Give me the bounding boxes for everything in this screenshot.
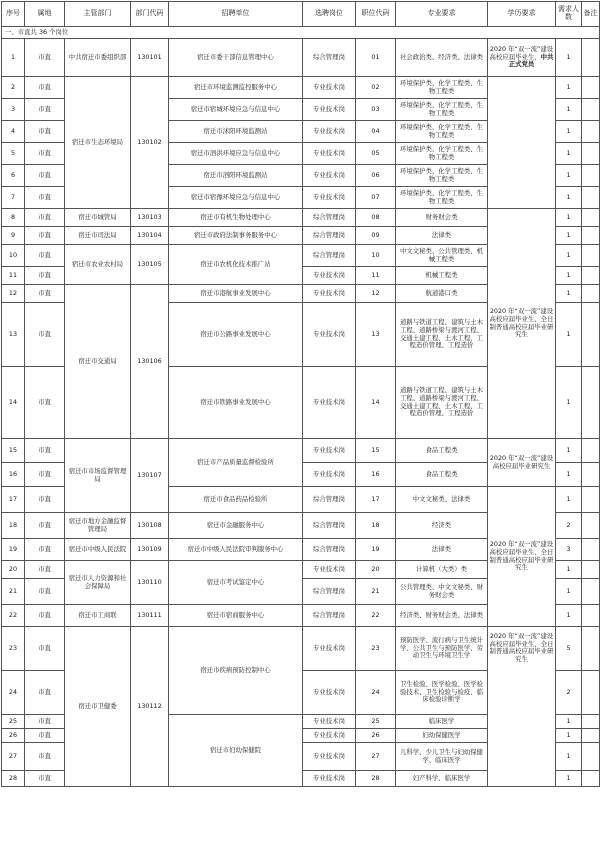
row-loc: 市直 [25,303,65,367]
post-cell: 综合管理岗 [303,39,356,77]
unit-cell: 宿迁市农机化技术推广站 [169,245,303,285]
job-code-cell: 11 [356,267,396,285]
num-cell: 1 [556,487,582,513]
post-cell: 综合管理岗 [303,513,356,539]
row-loc: 市直 [25,579,65,605]
row-loc: 市直 [25,671,65,715]
post-cell: 专业技术岗 [303,627,356,671]
row-loc: 市直 [25,439,65,463]
major-cell: 经济类、财务财会类、法律类 [396,605,488,627]
header-cell: 需求人数 [556,2,582,27]
note-cell [582,267,600,285]
post-cell: 综合管理岗 [303,209,356,227]
num-cell: 1 [556,165,582,187]
section-row [2,27,600,39]
dept-code-cell: 130101 [131,39,169,77]
post-cell: 专业技术岗 [303,99,356,121]
major-cell: 环境保护类、化学工程类、生物工程类 [396,77,488,99]
post-cell: 专业技术岗 [303,165,356,187]
edu-cell: 2020 年“双一流”建设高校应届毕业生、全日制普通高校应届毕业研究生 [488,487,556,627]
unit-cell: 宿迁市政府法制事务服务中心 [169,227,303,245]
dept-cell: 宿迁市农业农村局 [65,245,131,285]
dept-cell: 宿迁市中级人民法院 [65,539,131,561]
table-row [2,209,600,227]
row-no: 14 [2,367,25,439]
unit-cell: 宿迁市宿豫环境应急与信息中心 [169,187,303,209]
job-code-cell: 10 [356,245,396,267]
job-code-cell: 19 [356,539,396,561]
job-code-cell: 14 [356,367,396,439]
row-no: 3 [2,99,25,121]
note-cell [582,209,600,227]
major-cell: 道路与铁道工程、建筑与土木工程、道路桥梁与渡河工程、交通土建工程、土木工程、工程造价管理、工程造价 [396,367,488,439]
dept-code-cell: 130105 [131,245,169,285]
num-cell: 1 [556,715,582,729]
row-no: 22 [2,605,25,627]
header-cell: 选聘岗位 [303,2,356,27]
row-loc: 市直 [25,209,65,227]
job-code-cell: 24 [356,671,396,715]
note-cell [582,487,600,513]
unit-cell: 宿迁市宿商服务中心 [169,605,303,627]
row-no: 7 [2,187,25,209]
unit-cell: 宿迁市铁路事业发展中心 [169,367,303,439]
row-no: 10 [2,245,25,267]
major-cell: 儿科学、少儿卫生与妇幼保健学、临床医学 [396,743,488,771]
table-row [2,439,600,463]
unit-cell: 宿迁市产品质量监督检验所 [169,439,303,487]
row-loc: 市直 [25,367,65,439]
num-cell: 2 [556,671,582,715]
table-row [2,77,600,99]
post-cell: 专业技术岗 [303,121,356,143]
note-cell [582,227,600,245]
row-loc: 市直 [25,715,65,729]
dept-cell: 宿迁市地方金融监督管理局 [65,513,131,539]
row-no: 11 [2,267,25,285]
note-cell [582,743,600,771]
num-cell: 1 [556,367,582,439]
unit-cell: 宿迁市港航事业发展中心 [169,285,303,303]
row-no: 12 [2,285,25,303]
note-cell [582,187,600,209]
dept-cell: 宿迁市司法局 [65,227,131,245]
row-no: 13 [2,303,25,367]
major-cell: 计算机（大类）类 [396,561,488,579]
row-no: 23 [2,627,25,671]
row-loc: 市直 [25,539,65,561]
dept-cell: 宿迁市人力资源和社会保障局 [65,561,131,605]
header-cell: 专业要求 [396,2,488,27]
dept-cell: 宿迁市城管局 [65,209,131,227]
note-cell [582,77,600,99]
row-no: 5 [2,143,25,165]
post-cell: 专业技术岗 [303,729,356,743]
note-cell [582,729,600,743]
post-cell: 专业技术岗 [303,143,356,165]
row-no: 4 [2,121,25,143]
job-code-cell: 18 [356,513,396,539]
edu-cell: 2020 年“双一流”建设高校应届毕业研究生 [488,439,556,487]
row-loc: 市直 [25,729,65,743]
post-cell: 专业技术岗 [303,439,356,463]
post-cell: 综合管理岗 [303,579,356,605]
post-cell: 专业技术岗 [303,715,356,729]
row-no: 17 [2,487,25,513]
num-cell: 1 [556,463,582,487]
row-no: 27 [2,743,25,771]
job-code-cell: 26 [356,729,396,743]
row-loc: 市直 [25,771,65,787]
post-cell: 专业技术岗 [303,367,356,439]
header-cell: 属地 [25,2,65,27]
note-cell [582,99,600,121]
note-cell [582,165,600,187]
major-cell: 公共管理类、中文文秘类、财务财会类 [396,579,488,605]
major-cell: 环境保护类、化学工程类、生物工程类 [396,99,488,121]
job-code-cell: 23 [356,627,396,671]
job-code-cell: 03 [356,99,396,121]
num-cell: 1 [556,285,582,303]
dept-code-cell: 130104 [131,227,169,245]
dept-code-cell: 130106 [131,285,169,439]
major-cell: 卫生检验、医学检验、医学检验技术、卫生检验与检疫、临床检验诊断学 [396,671,488,715]
unit-cell: 宿迁市公路事业发展中心 [169,303,303,367]
note-cell [582,143,600,165]
major-cell: 财务财会类 [396,209,488,227]
row-no: 18 [2,513,25,539]
header-cell: 部门代码 [131,2,169,27]
job-code-cell: 12 [356,285,396,303]
note-cell [582,539,600,561]
num-cell: 3 [556,539,582,561]
recruitment-table [1,1,600,787]
row-no: 1 [2,39,25,77]
table-row [2,39,600,77]
post-cell: 专业技术岗 [303,187,356,209]
row-loc: 市直 [25,463,65,487]
job-code-cell: 01 [356,39,396,77]
unit-cell: 宿迁市金融服务中心 [169,513,303,539]
header-cell: 序号 [2,2,25,27]
major-cell: 环境保护类、化学工程类、生物工程类 [396,165,488,187]
dept-cell: 宿迁市卫健委 [65,627,131,787]
dept-code-cell: 130103 [131,209,169,227]
job-code-cell: 20 [356,561,396,579]
major-cell: 社会政治类、经济类、法律类 [396,39,488,77]
edu-cell [488,77,556,209]
table-row [2,627,600,671]
num-cell: 1 [556,209,582,227]
row-no: 20 [2,561,25,579]
dept-cell: 中共宿迁市委组织部 [65,39,131,77]
note-cell [582,671,600,715]
row-loc: 市直 [25,39,65,77]
note-cell [582,513,600,539]
row-loc: 市直 [25,743,65,771]
major-cell: 环境保护类、化学工程类、生物工程类 [396,143,488,165]
job-code-cell: 28 [356,771,396,787]
row-no: 24 [2,671,25,715]
note-cell [582,605,600,627]
row-no: 28 [2,771,25,787]
post-cell: 专业技术岗 [303,267,356,285]
row-loc: 市直 [25,267,65,285]
dept-code-cell: 130108 [131,513,169,539]
unit-cell: 宿迁市宿城环境应急与信息中心 [169,99,303,121]
row-loc: 市直 [25,513,65,539]
note-cell [582,367,600,439]
row-loc: 市直 [25,227,65,245]
unit-cell: 宿迁市沭阳环境监测站 [169,121,303,143]
row-loc: 市直 [25,77,65,99]
num-cell: 1 [556,729,582,743]
num-cell: 1 [556,771,582,787]
row-loc: 市直 [25,121,65,143]
num-cell: 5 [556,627,582,671]
major-cell: 妇幼保健医学 [396,729,488,743]
num-cell: 2 [556,513,582,539]
header-cell: 备注 [582,2,600,27]
header-cell: 职位代码 [356,2,396,27]
unit-cell: 宿迁市食品药品检验所 [169,487,303,513]
num-cell: 1 [556,143,582,165]
unit-cell: 宿迁市中级人民法院审判服务中心 [169,539,303,561]
unit-cell: 宿迁市疾病预防控制中心 [169,627,303,715]
job-code-cell: 09 [356,227,396,245]
note-cell [582,715,600,729]
row-loc: 市直 [25,165,65,187]
major-cell: 法律类 [396,227,488,245]
num-cell: 1 [556,187,582,209]
post-cell: 专业技术岗 [303,77,356,99]
job-code-cell: 21 [356,579,396,605]
job-code-cell: 04 [356,121,396,143]
job-code-cell: 06 [356,165,396,187]
job-code-cell: 22 [356,605,396,627]
major-cell: 环境保护类、化学工程类、生物工程类 [396,121,488,143]
num-cell: 1 [556,227,582,245]
post-cell: 综合管理岗 [303,605,356,627]
edu-cell: 2020 年“双一流”建设高校应届毕业生、全日制普通高校应届毕业研究生 [488,627,556,787]
header-cell: 招聘单位 [169,2,303,27]
job-code-cell: 27 [356,743,396,771]
unit-cell: 宿迁市泗阳环境监测站 [169,165,303,187]
section-title: 一、市直共 36 个岗位 [2,27,600,39]
note-cell [582,439,600,463]
note-cell [582,285,600,303]
dept-code-cell: 130111 [131,605,169,627]
job-code-cell: 25 [356,715,396,729]
num-cell: 1 [556,267,582,285]
dept-code-cell: 130110 [131,561,169,605]
unit-cell: 宿迁市委干部信息管理中心 [169,39,303,77]
num-cell: 1 [556,439,582,463]
major-cell: 环境保护类、化学工程类、生物工程类 [396,187,488,209]
edu-cell: 2020 年“双一流”建设高校应届毕业生、全日制普通高校应届毕业研究生 [488,209,556,439]
row-loc: 市直 [25,561,65,579]
major-cell: 预防医学、流行病与卫生统计学、公共卫生与预防医学、劳动卫生与环境卫生学 [396,627,488,671]
row-no: 26 [2,729,25,743]
row-loc: 市直 [25,245,65,267]
row-loc: 市直 [25,487,65,513]
unit-cell: 宿迁市妇幼保健院 [169,715,303,787]
job-code-cell: 13 [356,303,396,367]
job-code-cell: 17 [356,487,396,513]
major-cell: 中文文秘类、公共管理类、机械工程类 [396,245,488,267]
job-code-cell: 02 [356,77,396,99]
dept-cell: 宿迁市生态环境局 [65,77,131,209]
major-cell: 中文文秘类、法律类 [396,487,488,513]
num-cell: 1 [556,121,582,143]
num-cell: 1 [556,561,582,579]
job-code-cell: 15 [356,439,396,463]
num-cell: 1 [556,743,582,771]
post-cell: 综合管理岗 [303,227,356,245]
header-cell: 主管部门 [65,2,131,27]
post-cell: 综合管理岗 [303,487,356,513]
row-no: 25 [2,715,25,729]
dept-code-cell: 130107 [131,439,169,513]
row-no: 6 [2,165,25,187]
post-cell: 专业技术岗 [303,671,356,715]
major-cell: 临床医学 [396,715,488,729]
row-loc: 市直 [25,605,65,627]
dept-cell: 宿迁市市场监督管理局 [65,439,131,513]
dept-code-cell: 130109 [131,539,169,561]
row-loc: 市直 [25,143,65,165]
dept-code-cell: 130112 [131,627,169,787]
unit-cell: 宿迁市考试鉴定中心 [169,561,303,605]
note-cell [582,39,600,77]
header-cell: 学历要求 [488,2,556,27]
row-loc: 市直 [25,285,65,303]
post-cell: 综合管理岗 [303,539,356,561]
note-cell [582,627,600,671]
job-code-cell: 07 [356,187,396,209]
num-cell: 1 [556,579,582,605]
num-cell: 1 [556,245,582,267]
major-cell: 食品工程类 [396,439,488,463]
major-cell: 妇产科学、临床医学 [396,771,488,787]
note-cell [582,561,600,579]
job-code-cell: 08 [356,209,396,227]
post-cell: 专业技术岗 [303,561,356,579]
unit-cell: 宿迁市有机生物处理中心 [169,209,303,227]
row-no: 8 [2,209,25,227]
note-cell [582,463,600,487]
post-cell: 专业技术岗 [303,743,356,771]
num-cell: 1 [556,99,582,121]
row-loc: 市直 [25,187,65,209]
note-cell [582,771,600,787]
major-cell: 道路与铁道工程、建筑与土木工程、道路桥梁与渡河工程、交通土建工程、土木工程、工程造价管理、工程造价 [396,303,488,367]
unit-cell: 宿迁市泗洪环境应急与信息中心 [169,143,303,165]
row-no: 16 [2,463,25,487]
major-cell: 航道港口类 [396,285,488,303]
post-cell: 专业技术岗 [303,303,356,367]
major-cell: 法律类 [396,539,488,561]
note-cell [582,303,600,367]
major-cell: 机械工程类 [396,267,488,285]
row-loc: 市直 [25,627,65,671]
row-no: 2 [2,77,25,99]
post-cell: 综合管理岗 [303,245,356,267]
header-row [2,2,600,27]
job-code-cell: 16 [356,463,396,487]
row-no: 9 [2,227,25,245]
major-cell: 经济类 [396,513,488,539]
note-cell [582,579,600,605]
major-cell: 食品工程类 [396,463,488,487]
dept-cell: 宿迁市交通局 [65,285,131,439]
edu-party-text: 中共正式党员 [508,52,554,69]
edu-cell [488,39,556,77]
num-cell: 1 [556,303,582,367]
dept-code-cell: 130102 [131,77,169,209]
unit-cell: 宿迁市环境监测监控服务中心 [169,77,303,99]
row-no: 19 [2,539,25,561]
note-cell [582,121,600,143]
num-cell: 1 [556,605,582,627]
num-cell: 1 [556,77,582,99]
note-cell [582,245,600,267]
row-no: 15 [2,439,25,463]
row-no: 21 [2,579,25,605]
post-cell: 专业技术岗 [303,771,356,787]
num-cell: 1 [556,39,582,77]
post-cell: 专业技术岗 [303,285,356,303]
dept-cell: 宿迁市工商联 [65,605,131,627]
row-loc: 市直 [25,99,65,121]
job-code-cell: 05 [356,143,396,165]
post-cell: 专业技术岗 [303,463,356,487]
edu-text: 2020 年“双一流”建设高校应届毕业生， [489,45,554,61]
